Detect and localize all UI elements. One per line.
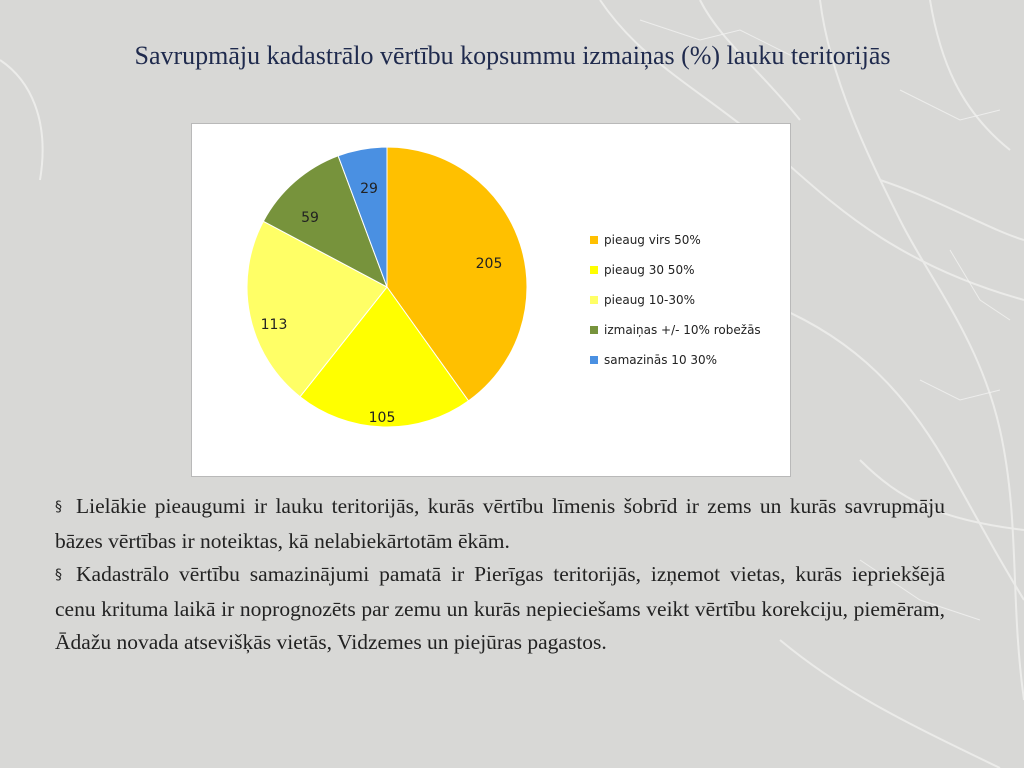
- bullet-marker: §: [55, 567, 62, 583]
- legend-swatch: [590, 236, 598, 244]
- bullet-item: [55, 558, 945, 660]
- pie-data-label: 205: [475, 256, 503, 272]
- pie-chart: [192, 124, 790, 476]
- bullet-list: [55, 490, 945, 660]
- pie-data-label: 29: [360, 181, 378, 197]
- bullet-text: Kadastrālo vērtību samazinājumi pamatā ir Pierīgas teritorijās, izņemot vietas, kurās iepriekšējā cenu krituma laikā ir noprognozēts par zemu un kurās nepieciešams veikt vērtību korekciju, piemēram, Ādažu novada atsevišķās vietās, Vidzemes un piejūras pagastos.: [55, 562, 945, 654]
- legend-label: pieaug virs 50%: [604, 233, 701, 247]
- legend-label: pieaug 30 50%: [604, 263, 695, 277]
- pie-data-label: 59: [301, 210, 319, 226]
- bullet-text: Lielākie pieaugumi ir lauku teritorijās, kurās vērtību līmenis šobrīd ir zems un kurās savrupmāju bāzes vērtības ir noteiktas, kā nelabiekārtotām ēkām.: [55, 494, 945, 553]
- pie-data-label: 105: [368, 410, 396, 426]
- legend-label: samazinās 10 30%: [604, 353, 718, 367]
- legend-label: pieaug 10-30%: [604, 293, 695, 307]
- pie-chart-frame: [191, 123, 791, 477]
- bullet-item: [55, 490, 945, 558]
- bullet-marker: §: [55, 499, 62, 515]
- legend-swatch: [590, 266, 598, 274]
- pie-data-label: 113: [260, 317, 288, 333]
- legend-swatch: [590, 356, 598, 364]
- legend-swatch: [590, 326, 598, 334]
- slide-title: Savrupmāju kadastrālo vērtību kopsummu izmaiņas (%) lauku teritorijās: [134, 41, 891, 70]
- legend-swatch: [590, 296, 598, 304]
- legend-label: izmaiņas +/- 10% robežās: [604, 323, 761, 337]
